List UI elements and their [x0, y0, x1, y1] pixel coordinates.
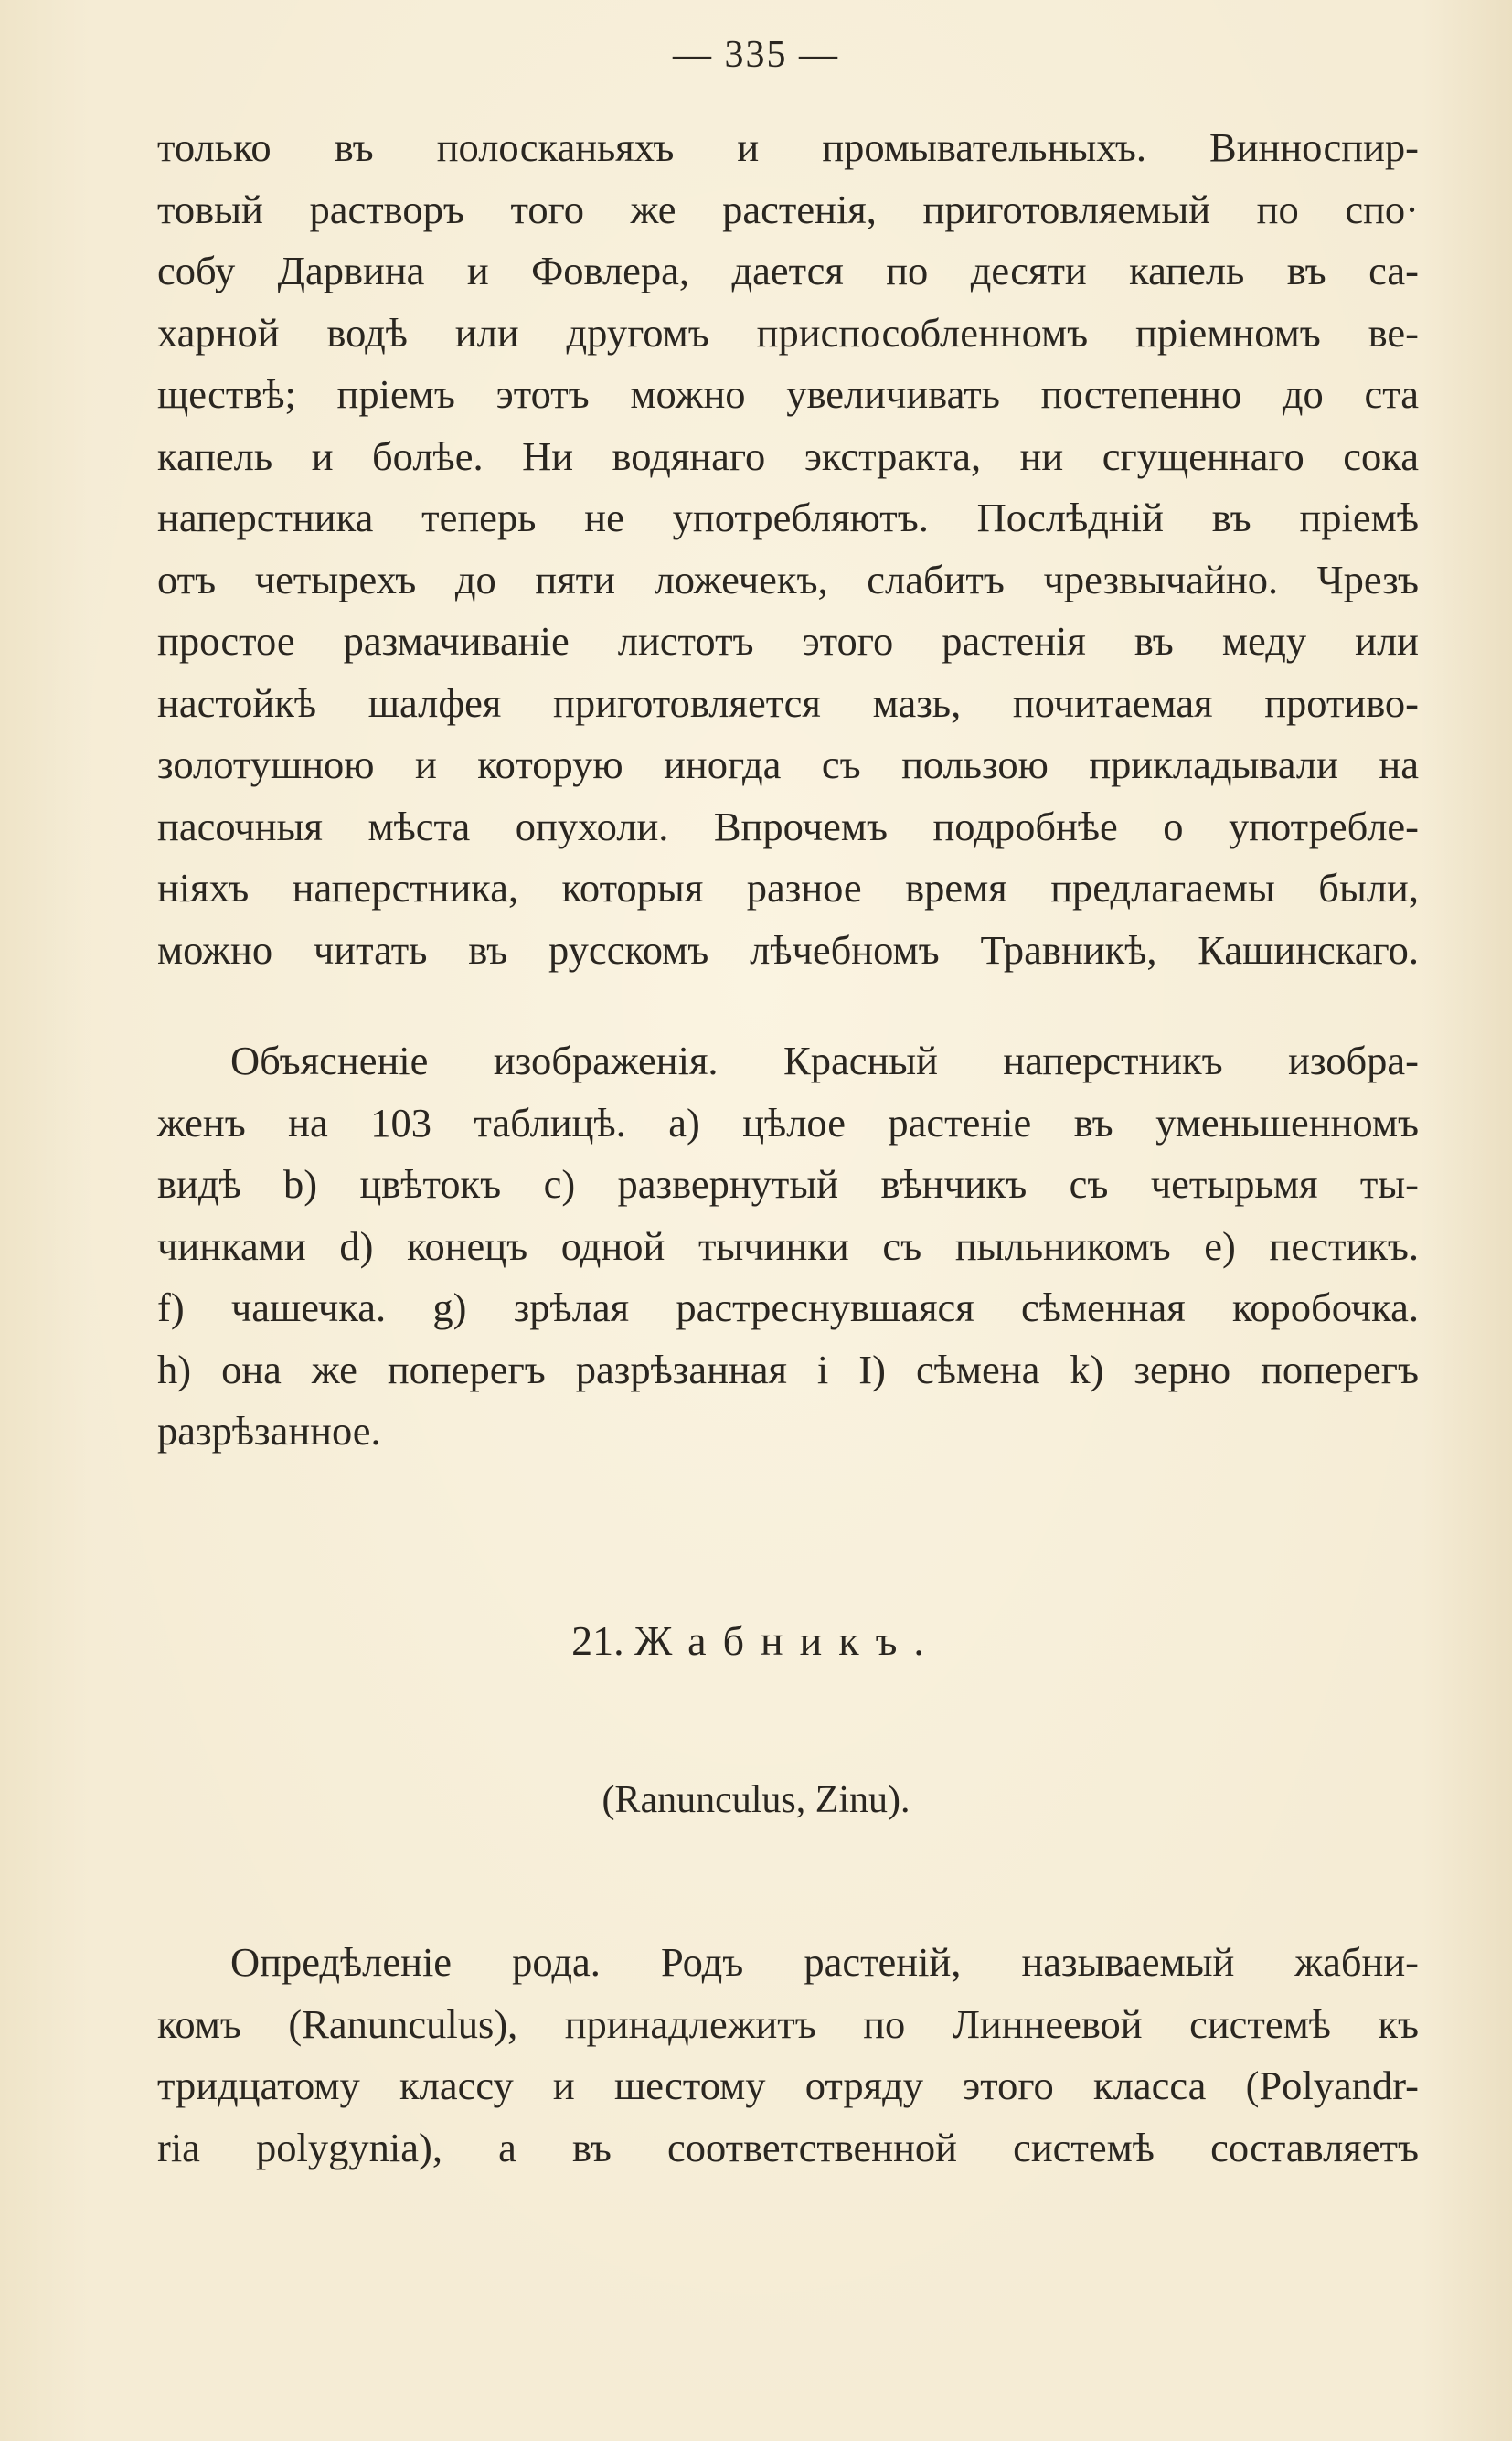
text-line: собу Дарвина и Фовлера, дается по десяти капель въ са-	[157, 248, 1419, 293]
text-line: наперстника теперь не употребляютъ. Послѣдній въ пріемѣ	[157, 495, 1419, 540]
section-title: Жабникъ.	[634, 1617, 941, 1664]
text-line: разрѣзанное.	[157, 1408, 381, 1454]
text-line: тридцатому классу и шестому отряду этого класса (Polyandr-	[157, 2063, 1419, 2108]
text-line: ществѣ; пріемъ этотъ можно увеличивать постепенно до ста	[157, 371, 1419, 417]
paragraph-usage-continued	[157, 117, 1419, 981]
text-line: можно читать въ русскомъ лѣчебномъ Травникѣ, Кашинскаго.	[157, 926, 1419, 973]
text-line: настойкѣ шалфея приготовляется мазь, почитаемая противо-	[157, 679, 1419, 726]
text-line: комъ (Ranunculus), принадлежитъ по Линнеевой системѣ къ	[157, 2000, 1419, 2047]
text-line: ria polygynia), а въ соответственной системѣ составляетъ	[157, 2124, 1419, 2170]
latin-name: (Ranunculus, Zinu).	[602, 1779, 910, 1821]
text-line: капель и болѣе. Ни водянаго экстракта, ни сгущеннаго сока	[157, 432, 1419, 479]
section-heading	[0, 1616, 1512, 1665]
text-line: Объясненіе изображенія. Красный наперстникъ изобра-	[230, 1038, 1419, 1083]
paragraph-figure-explanation	[157, 1030, 1419, 1463]
text-line: харной водѣ или другомъ приспособленномъ пріемномъ ве-	[157, 309, 1419, 356]
text-line: ніяхъ наперстника, которыя разное время предлагаемы были,	[157, 865, 1419, 911]
text-line: Опредѣленіе рода. Родъ растеній, называемый жабни-	[230, 1939, 1419, 1985]
page-number: — 335 —	[673, 34, 839, 76]
text-line: простое размачиваніе листотъ этого растенія въ меду или	[157, 618, 1419, 664]
paragraph-genus-definition	[157, 1932, 1419, 2179]
text-line: товый растворъ того же растенія, приготовляемый по спо·	[157, 186, 1419, 232]
text-line: пасочныя мѣста опухоли. Впрочемъ подробнѣе о употребле-	[157, 803, 1419, 849]
section-number: 21.	[571, 1617, 624, 1664]
text-line: только въ полосканьяхъ и промывательныхъ. Винноспир-	[157, 124, 1419, 170]
text-line: f) чашечка. g) зрѣлая растреснувшаяся сѣменная коробочка.	[157, 1284, 1419, 1330]
text-line: чинками d) конецъ одной тычинки съ пыльникомъ e) пестикъ.	[157, 1222, 1419, 1269]
text-line: видѣ b) цвѣтокъ c) развернутый вѣнчикъ съ четырьмя ты-	[157, 1161, 1419, 1207]
text-line: h) она же поперегъ разрѣзанная i I) сѣмена k) зерно поперегъ	[157, 1346, 1419, 1392]
text-line: женъ на 103 таблицѣ. a) цѣлое растеніе въ уменьшенномъ	[157, 1099, 1419, 1146]
text-line: золотушною и которую иногда съ пользою прикладывали на	[157, 741, 1419, 787]
text-line: отъ четырехъ до пяти ложечекъ, слабитъ чрезвычайно. Чрезъ	[157, 556, 1419, 602]
